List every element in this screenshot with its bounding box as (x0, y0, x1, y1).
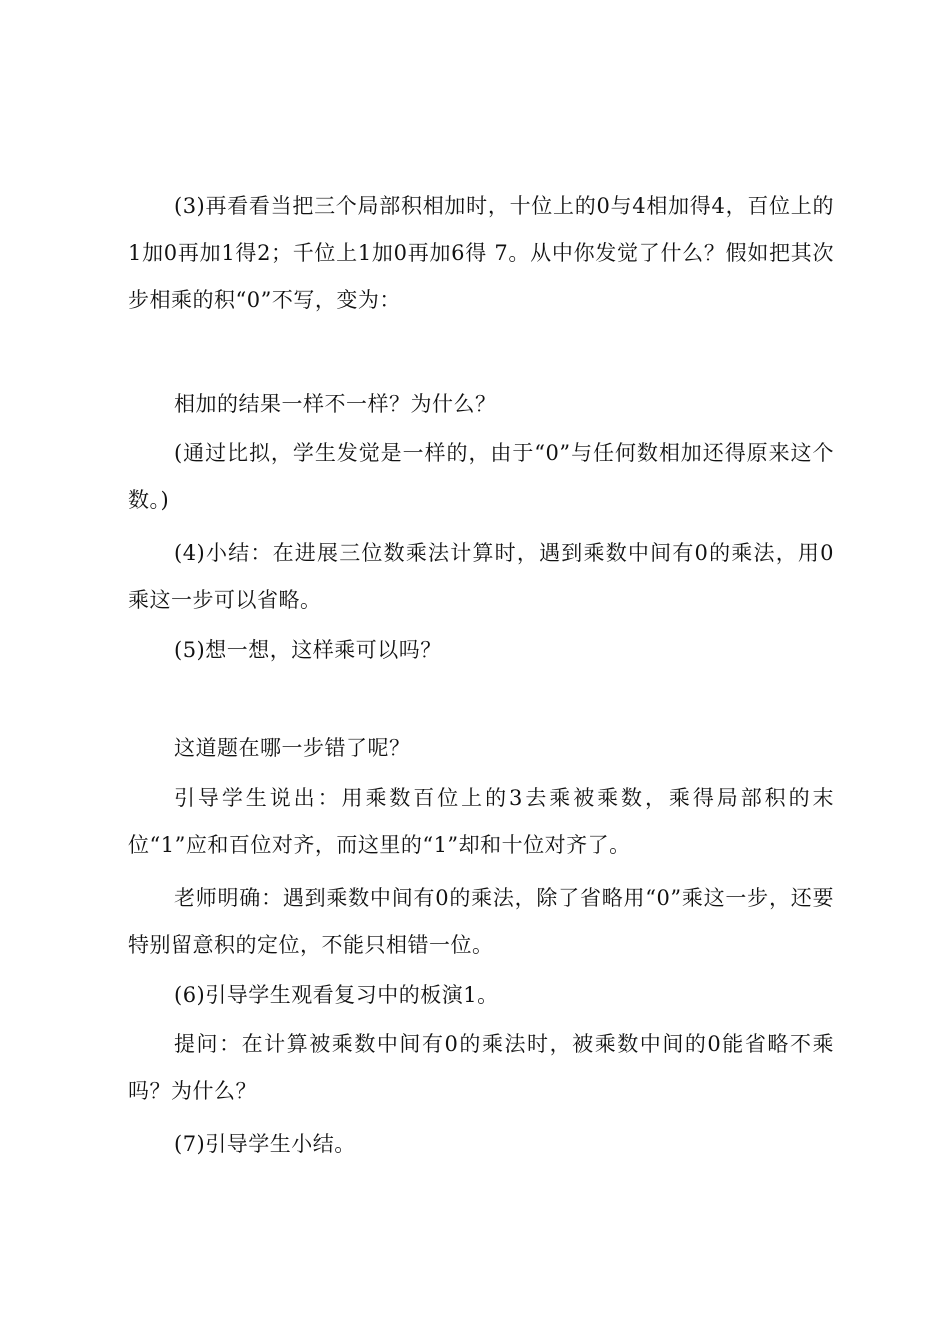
paragraph-teacher-clarify: 老师明确：遇到乘数中间有0的乘法，除了省略用“0”乘这一步，还要特别留意积的定位，不能只相错一位。 (128, 886, 834, 957)
paragraph-step-6: (6)引导学生观看复习中的板演1。 (174, 983, 499, 1007)
paragraph-step-3: (3)再看看当把三个局部积相加时，十位上的0与4相加得4，百位上的1加0再加1得2；千位上1加0再加6得 7。从中你发觉了什么？假如把其次步相乘的积“0”不写，变为： (128, 194, 834, 312)
paragraph-step-4-summary: (4)小结：在进展三位数乘法计算时，遇到乘数中间有0的乘法，用0乘这一步可以省略。 (128, 541, 834, 612)
paragraph-question-zero: 提问：在计算被乘数中间有0的乘法时，被乘数中间的0能省略不乘吗？为什么？ (128, 1032, 834, 1103)
paragraph-which-step-wrong: 这道题在哪一步错了呢？ (174, 736, 411, 760)
paragraph-step-7: (7)引导学生小结。 (174, 1132, 356, 1156)
paragraph-question-same: 相加的结果一样不一样？为什么？ (174, 392, 497, 416)
paragraph-guide-students: 引导学生说出：用乘数百位上的3去乘被乘数，乘得局部积的末位“1”应和百位对齐，而这里的“1”却和十位对齐了。 (128, 786, 834, 857)
paragraph-comparison-note: (通过比拟，学生发觉是一样的，由于“0”与任何数相加还得原来这个数。) (128, 441, 834, 512)
document-page (128, 0, 834, 1344)
paragraph-step-5: (5)想一想，这样乘可以吗？ (174, 638, 442, 662)
